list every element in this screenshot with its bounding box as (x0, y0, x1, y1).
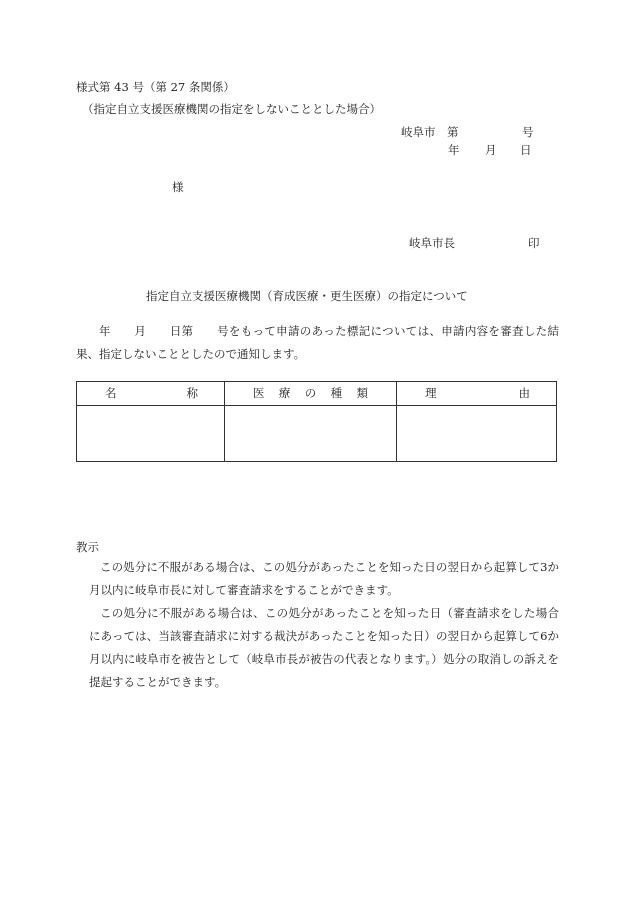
date-month: 月 (485, 143, 497, 157)
header-reason-char-2: 由 (518, 385, 530, 400)
form-number: 様式第 43 号（第 27 条関係） (76, 80, 235, 94)
header-type-char-3: の (304, 385, 317, 400)
mayor-title: 岐阜市長 (409, 236, 455, 250)
instruction-paragraph-2: この処分に不服がある場合は、この処分があったことを知った日（審査請求をした場合にあっては、当該審査請求に対する裁決があったことを知った日）の翌日から起算して6か月以内に岐阜市を被告として（岐阜市長が被告の代表となります。）処分の取消しの訴えを提起することができます。 (89, 606, 559, 689)
header-type-char-4: 種 (330, 385, 343, 400)
header-reason (397, 382, 557, 406)
instruction-body (76, 556, 559, 694)
header-reason-char-1: 理 (425, 385, 437, 400)
seal-mark: 印 (528, 236, 540, 250)
instruction-title: 教示 (76, 540, 99, 554)
case-note: （指定自立支援医療機関の指定をしないこととした場合） (82, 102, 381, 116)
cell-reason (397, 406, 557, 462)
date-day: 日 (520, 143, 532, 157)
addressee-honorific: 様 (172, 180, 184, 194)
header-type-char-1: 医 (253, 385, 265, 400)
issuer-city-number: 岐阜市 第 (401, 125, 459, 139)
cell-name (77, 406, 225, 462)
header-type-char-2: 療 (278, 385, 291, 400)
body-paragraph: 年 月 日第 号をもって申請のあった標記については、申請内容を審査した結果、指定しないこととしたので通知します。 (76, 324, 559, 361)
table-row (77, 406, 557, 462)
number-suffix: 号 (522, 125, 534, 139)
date-year: 年 (448, 143, 460, 157)
header-name (77, 382, 225, 406)
header-name-char-1: 名 (105, 385, 117, 400)
cell-medical-type (225, 406, 397, 462)
header-name-char-2: 称 (186, 385, 198, 400)
instruction-paragraph-1: この処分に不服がある場合は、この処分があったことを知った日の翌日から起算して3か月以内に岐阜市長に対して審査請求をすることができます。 (89, 560, 559, 597)
subject-line: 指定自立支援医療機関（育成医療・更生医療）の指定について (146, 289, 468, 303)
table-header-row (77, 382, 557, 406)
header-medical-type (225, 382, 397, 406)
designation-table (76, 381, 557, 462)
header-type-char-5: 類 (356, 385, 368, 400)
